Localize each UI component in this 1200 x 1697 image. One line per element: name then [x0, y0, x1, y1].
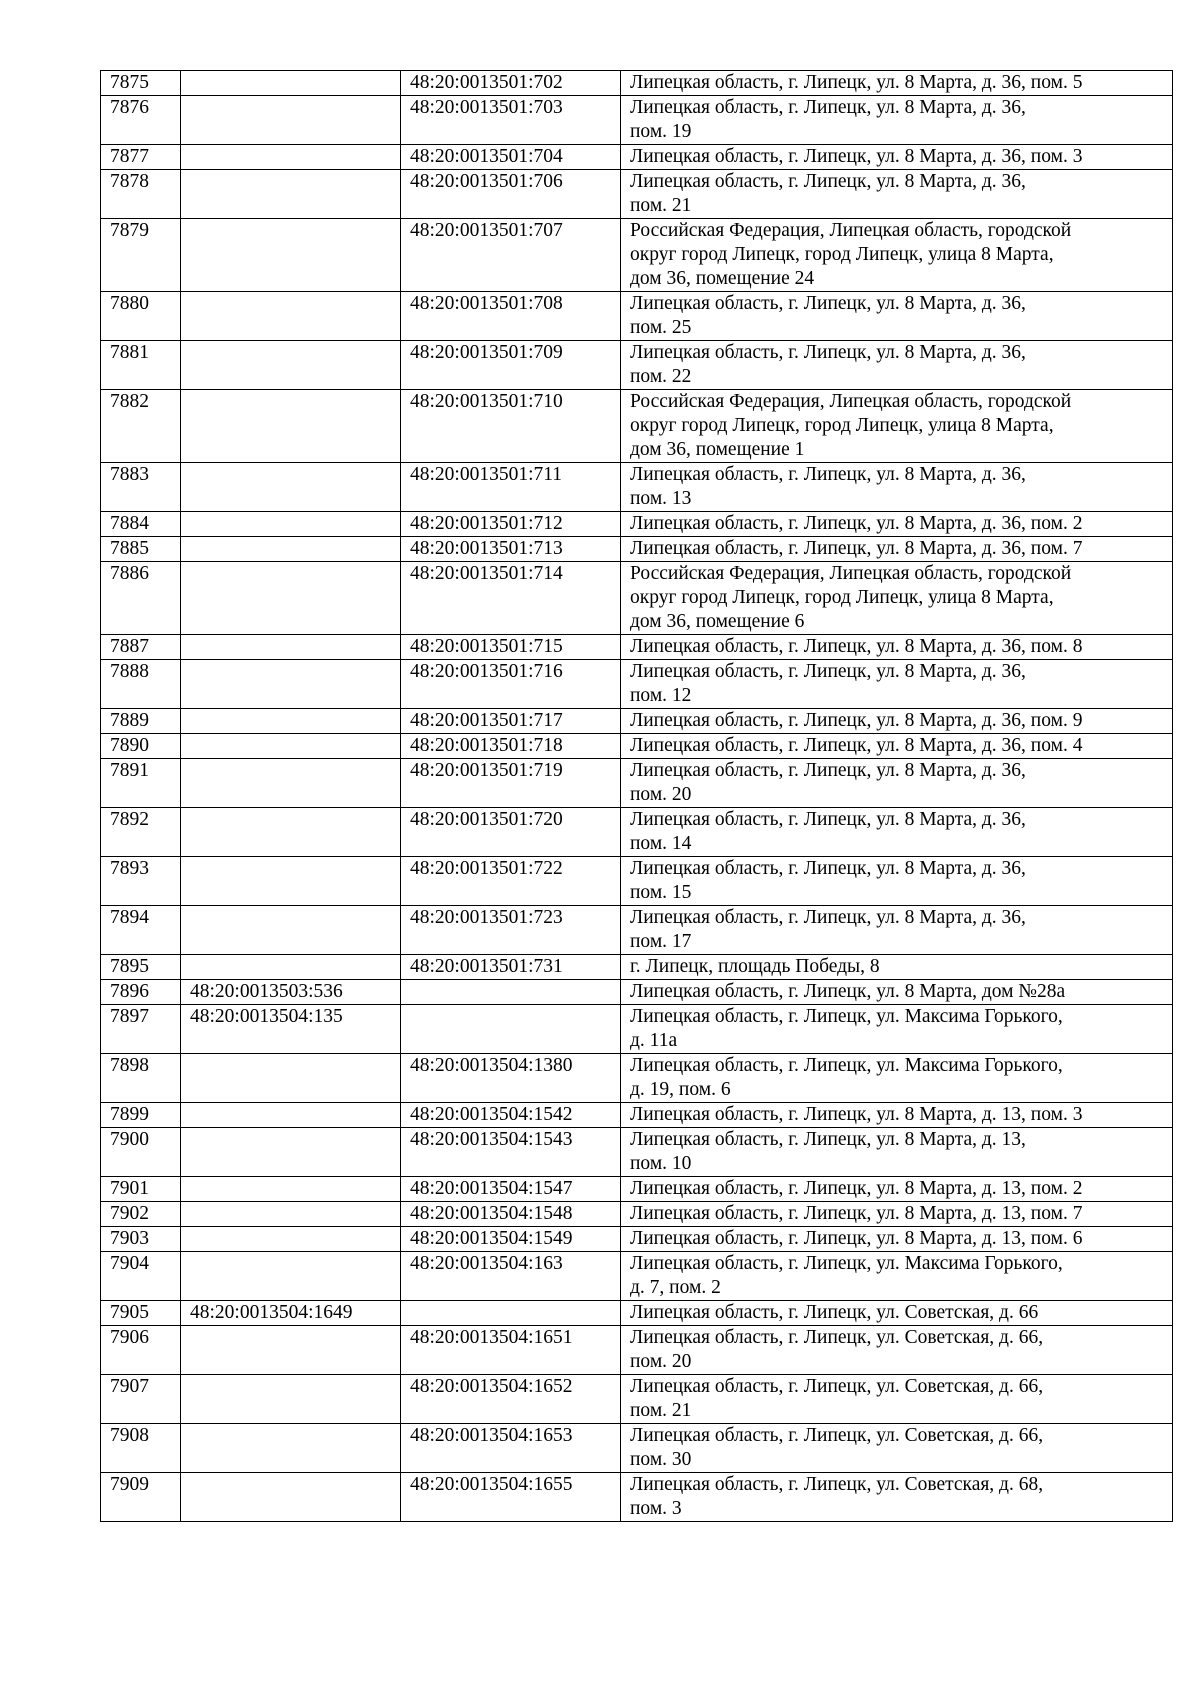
object-cadastral-number-cell: 48:20:0013504:1655 [401, 1473, 621, 1522]
parcel-cadastral-number-cell [181, 219, 401, 292]
address-cell: Липецкая область, г. Липецк, ул. 8 Марта, д. 36, пом. 22 [621, 341, 1173, 390]
row-number-cell: 7899 [101, 1103, 181, 1128]
row-number-cell: 7903 [101, 1227, 181, 1252]
table-row [101, 512, 1173, 537]
parcel-cadastral-number-cell [181, 537, 401, 562]
row-number-cell: 7883 [101, 463, 181, 512]
address-cell: Липецкая область, г. Липецк, ул. 8 Марта, д. 36, пом. 8 [621, 635, 1173, 660]
table-row [101, 1103, 1173, 1128]
object-cadastral-number-cell: 48:20:0013504:1549 [401, 1227, 621, 1252]
table-row [101, 660, 1173, 709]
row-number-cell: 7909 [101, 1473, 181, 1522]
row-number-cell: 7878 [101, 170, 181, 219]
table-row [101, 1005, 1173, 1054]
table-row [101, 709, 1173, 734]
parcel-cadastral-number-cell: 48:20:0013503:536 [181, 980, 401, 1005]
table-row [101, 1375, 1173, 1424]
row-number-cell: 7892 [101, 808, 181, 857]
object-cadastral-number-cell: 48:20:0013501:712 [401, 512, 621, 537]
row-number-cell: 7876 [101, 96, 181, 145]
object-cadastral-number-cell [401, 980, 621, 1005]
table-row [101, 1177, 1173, 1202]
parcel-cadastral-number-cell: 48:20:0013504:1649 [181, 1301, 401, 1326]
table-row [101, 734, 1173, 759]
address-cell: Липецкая область, г. Липецк, ул. 8 Марта, д. 13, пом. 10 [621, 1128, 1173, 1177]
parcel-cadastral-number-cell [181, 512, 401, 537]
address-cell: Липецкая область, г. Липецк, ул. 8 Марта, д. 36, пом. 20 [621, 759, 1173, 808]
table-row [101, 390, 1173, 463]
address-cell: Липецкая область, г. Липецк, ул. Советская, д. 68, пом. 3 [621, 1473, 1173, 1522]
parcel-cadastral-number-cell [181, 1252, 401, 1301]
parcel-cadastral-number-cell [181, 1326, 401, 1375]
address-cell: Российская Федерация, Липецкая область, городской округ город Липецк, город Липецк, улица 8 Марта, дом 36, помещение 1 [621, 390, 1173, 463]
address-cell: Липецкая область, г. Липецк, ул. 8 Марта, д. 36, пом. 12 [621, 660, 1173, 709]
row-number-cell: 7900 [101, 1128, 181, 1177]
table-row [101, 96, 1173, 145]
table-row [101, 1128, 1173, 1177]
row-number-cell: 7879 [101, 219, 181, 292]
parcel-cadastral-number-cell [181, 906, 401, 955]
parcel-cadastral-number-cell [181, 1054, 401, 1103]
object-cadastral-number-cell: 48:20:0013504:1653 [401, 1424, 621, 1473]
row-number-cell: 7885 [101, 537, 181, 562]
address-cell: Липецкая область, г. Липецк, ул. 8 Марта, д. 36, пом. 17 [621, 906, 1173, 955]
table-row [101, 219, 1173, 292]
address-cell: Липецкая область, г. Липецк, ул. 8 Марта, д. 13, пом. 6 [621, 1227, 1173, 1252]
object-cadastral-number-cell: 48:20:0013501:711 [401, 463, 621, 512]
table-row [101, 808, 1173, 857]
row-number-cell: 7901 [101, 1177, 181, 1202]
object-cadastral-number-cell: 48:20:0013501:722 [401, 857, 621, 906]
row-number-cell: 7887 [101, 635, 181, 660]
parcel-cadastral-number-cell [181, 1128, 401, 1177]
address-cell: Липецкая область, г. Липецк, ул. 8 Марта, д. 36, пом. 2 [621, 512, 1173, 537]
parcel-cadastral-number-cell [181, 1202, 401, 1227]
table-row [101, 635, 1173, 660]
table-row [101, 341, 1173, 390]
object-cadastral-number-cell: 48:20:0013501:717 [401, 709, 621, 734]
address-cell: Липецкая область, г. Липецк, ул. 8 Марта, д. 36, пом. 19 [621, 96, 1173, 145]
row-number-cell: 7880 [101, 292, 181, 341]
row-number-cell: 7881 [101, 341, 181, 390]
table-row [101, 1301, 1173, 1326]
row-number-cell: 7894 [101, 906, 181, 955]
table-row [101, 1424, 1173, 1473]
row-number-cell: 7905 [101, 1301, 181, 1326]
parcel-cadastral-number-cell [181, 341, 401, 390]
parcel-cadastral-number-cell [181, 1227, 401, 1252]
parcel-cadastral-number-cell [181, 734, 401, 759]
address-cell: Липецкая область, г. Липецк, ул. 8 Марта, д. 36, пом. 9 [621, 709, 1173, 734]
address-cell: Липецкая область, г. Липецк, ул. 8 Марта, д. 13, пом. 3 [621, 1103, 1173, 1128]
row-number-cell: 7896 [101, 980, 181, 1005]
row-number-cell: 7904 [101, 1252, 181, 1301]
row-number-cell: 7875 [101, 71, 181, 96]
parcel-cadastral-number-cell [181, 71, 401, 96]
address-cell: Липецкая область, г. Липецк, ул. Максима Горького, д. 11а [621, 1005, 1173, 1054]
object-cadastral-number-cell: 48:20:0013501:718 [401, 734, 621, 759]
object-cadastral-number-cell: 48:20:0013501:706 [401, 170, 621, 219]
address-cell: г. Липецк, площадь Победы, 8 [621, 955, 1173, 980]
row-number-cell: 7902 [101, 1202, 181, 1227]
parcel-cadastral-number-cell [181, 1177, 401, 1202]
table-row [101, 562, 1173, 635]
table-row [101, 857, 1173, 906]
object-cadastral-number-cell: 48:20:0013504:1542 [401, 1103, 621, 1128]
address-cell: Российская Федерация, Липецкая область, городской округ город Липецк, город Липецк, улица 8 Марта, дом 36, помещение 24 [621, 219, 1173, 292]
table-row [101, 980, 1173, 1005]
object-cadastral-number-cell: 48:20:0013501:714 [401, 562, 621, 635]
address-cell: Липецкая область, г. Липецк, ул. 8 Марта, д. 36, пом. 15 [621, 857, 1173, 906]
object-cadastral-number-cell: 48:20:0013501:708 [401, 292, 621, 341]
object-cadastral-number-cell: 48:20:0013504:1548 [401, 1202, 621, 1227]
row-number-cell: 7889 [101, 709, 181, 734]
object-cadastral-number-cell: 48:20:0013501:723 [401, 906, 621, 955]
address-cell: Липецкая область, г. Липецк, ул. 8 Марта, д. 36, пом. 5 [621, 71, 1173, 96]
parcel-cadastral-number-cell [181, 1375, 401, 1424]
table-row [101, 1227, 1173, 1252]
row-number-cell: 7898 [101, 1054, 181, 1103]
table-row [101, 292, 1173, 341]
address-cell: Российская Федерация, Липецкая область, городской округ город Липецк, город Липецк, улица 8 Марта, дом 36, помещение 6 [621, 562, 1173, 635]
table-row [101, 463, 1173, 512]
object-cadastral-number-cell: 48:20:0013504:1380 [401, 1054, 621, 1103]
parcel-cadastral-number-cell [181, 1103, 401, 1128]
parcel-cadastral-number-cell [181, 96, 401, 145]
address-cell: Липецкая область, г. Липецк, ул. 8 Марта, дом №28а [621, 980, 1173, 1005]
address-cell: Липецкая область, г. Липецк, ул. 8 Марта, д. 13, пом. 2 [621, 1177, 1173, 1202]
object-cadastral-number-cell: 48:20:0013504:1543 [401, 1128, 621, 1177]
table-row [101, 955, 1173, 980]
address-cell: Липецкая область, г. Липецк, ул. Максима Горького, д. 19, пом. 6 [621, 1054, 1173, 1103]
object-cadastral-number-cell: 48:20:0013501:702 [401, 71, 621, 96]
parcel-cadastral-number-cell [181, 390, 401, 463]
parcel-cadastral-number-cell [181, 292, 401, 341]
object-cadastral-number-cell: 48:20:0013501:715 [401, 635, 621, 660]
row-number-cell: 7895 [101, 955, 181, 980]
object-cadastral-number-cell: 48:20:0013504:1651 [401, 1326, 621, 1375]
object-cadastral-number-cell: 48:20:0013501:719 [401, 759, 621, 808]
row-number-cell: 7893 [101, 857, 181, 906]
row-number-cell: 7888 [101, 660, 181, 709]
row-number-cell: 7886 [101, 562, 181, 635]
parcel-cadastral-number-cell [181, 562, 401, 635]
address-cell: Липецкая область, г. Липецк, ул. Советская, д. 66, пом. 30 [621, 1424, 1173, 1473]
object-cadastral-number-cell: 48:20:0013501:713 [401, 537, 621, 562]
document-page [100, 70, 1172, 1522]
parcel-cadastral-number-cell [181, 660, 401, 709]
row-number-cell: 7908 [101, 1424, 181, 1473]
parcel-cadastral-number-cell: 48:20:0013504:135 [181, 1005, 401, 1054]
object-cadastral-number-cell [401, 1005, 621, 1054]
object-cadastral-number-cell: 48:20:0013501:720 [401, 808, 621, 857]
table-row [101, 1326, 1173, 1375]
row-number-cell: 7891 [101, 759, 181, 808]
address-cell: Липецкая область, г. Липецк, ул. 8 Марта, д. 36, пом. 14 [621, 808, 1173, 857]
object-cadastral-number-cell: 48:20:0013501:710 [401, 390, 621, 463]
parcel-cadastral-number-cell [181, 955, 401, 980]
row-number-cell: 7897 [101, 1005, 181, 1054]
table-row [101, 1252, 1173, 1301]
address-cell: Липецкая область, г. Липецк, ул. 8 Марта, д. 36, пом. 3 [621, 145, 1173, 170]
property-registry-table [100, 70, 1173, 1522]
parcel-cadastral-number-cell [181, 709, 401, 734]
object-cadastral-number-cell: 48:20:0013501:709 [401, 341, 621, 390]
parcel-cadastral-number-cell [181, 463, 401, 512]
address-cell: Липецкая область, г. Липецк, ул. Советская, д. 66, пом. 20 [621, 1326, 1173, 1375]
parcel-cadastral-number-cell [181, 759, 401, 808]
object-cadastral-number-cell: 48:20:0013501:707 [401, 219, 621, 292]
address-cell: Липецкая область, г. Липецк, ул. Максима Горького, д. 7, пом. 2 [621, 1252, 1173, 1301]
address-cell: Липецкая область, г. Липецк, ул. 8 Марта, д. 36, пом. 13 [621, 463, 1173, 512]
object-cadastral-number-cell: 48:20:0013501:703 [401, 96, 621, 145]
table-row [101, 71, 1173, 96]
row-number-cell: 7882 [101, 390, 181, 463]
table-row [101, 145, 1173, 170]
table-row [101, 759, 1173, 808]
parcel-cadastral-number-cell [181, 635, 401, 660]
parcel-cadastral-number-cell [181, 170, 401, 219]
address-cell: Липецкая область, г. Липецк, ул. 8 Марта, д. 36, пом. 7 [621, 537, 1173, 562]
address-cell: Липецкая область, г. Липецк, ул. Советская, д. 66 [621, 1301, 1173, 1326]
table-row [101, 1054, 1173, 1103]
row-number-cell: 7877 [101, 145, 181, 170]
object-cadastral-number-cell: 48:20:0013501:704 [401, 145, 621, 170]
address-cell: Липецкая область, г. Липецк, ул. 8 Марта, д. 13, пом. 7 [621, 1202, 1173, 1227]
parcel-cadastral-number-cell [181, 1473, 401, 1522]
address-cell: Липецкая область, г. Липецк, ул. 8 Марта, д. 36, пом. 25 [621, 292, 1173, 341]
address-cell: Липецкая область, г. Липецк, ул. 8 Марта, д. 36, пом. 21 [621, 170, 1173, 219]
object-cadastral-number-cell: 48:20:0013504:163 [401, 1252, 621, 1301]
parcel-cadastral-number-cell [181, 808, 401, 857]
table-row [101, 1202, 1173, 1227]
address-cell: Липецкая область, г. Липецк, ул. Советская, д. 66, пом. 21 [621, 1375, 1173, 1424]
table-row [101, 537, 1173, 562]
object-cadastral-number-cell: 48:20:0013504:1652 [401, 1375, 621, 1424]
table-row [101, 1473, 1173, 1522]
table-row [101, 906, 1173, 955]
object-cadastral-number-cell: 48:20:0013501:731 [401, 955, 621, 980]
object-cadastral-number-cell: 48:20:0013501:716 [401, 660, 621, 709]
object-cadastral-number-cell: 48:20:0013504:1547 [401, 1177, 621, 1202]
table-row [101, 170, 1173, 219]
address-cell: Липецкая область, г. Липецк, ул. 8 Марта, д. 36, пом. 4 [621, 734, 1173, 759]
row-number-cell: 7890 [101, 734, 181, 759]
object-cadastral-number-cell [401, 1301, 621, 1326]
parcel-cadastral-number-cell [181, 857, 401, 906]
row-number-cell: 7907 [101, 1375, 181, 1424]
row-number-cell: 7906 [101, 1326, 181, 1375]
registry-table-body [101, 71, 1173, 1522]
parcel-cadastral-number-cell [181, 1424, 401, 1473]
row-number-cell: 7884 [101, 512, 181, 537]
parcel-cadastral-number-cell [181, 145, 401, 170]
